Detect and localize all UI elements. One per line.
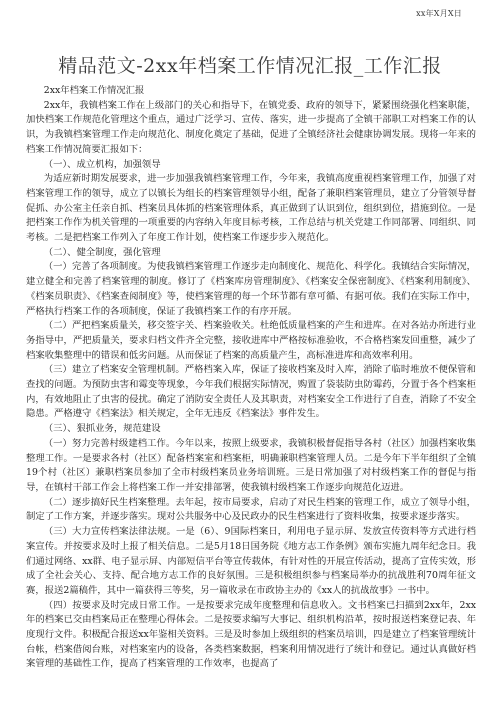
- paragraph: （一）完善了各项制度。为使我镇档案管理工作逐步走向制度化、规范化、科学化。我镇结合实际情况，建立健全和完善了档案管理的制度。修订了《档案库房管理制度》、《档案安全保密制度》、《档案利用制度》、《档案员职责》、《档案查阅制度》等，使档案管理的每一个环节都有章可循、有据可依。我们在实际工作中，严格执行档案工作的各项制度，保证了我镇档案工作的有序开展。: [26, 261, 476, 317]
- paragraph: （二）严把档案质量关，移交签字关、档案验收关。杜绝低质量档案的产生和进库。在对各站办所进行业务指导中，严把质量关，要求归档文件齐全完整，接收进库中严格按标准验收，不合格档案发回重整，减少了档案收集整理中的错误和低劣问题。从而保证了档案的高质量产生，高标准进库和高效率利用。: [26, 320, 476, 361]
- section-heading-2: （二）、健全制度，强化管理: [43, 246, 161, 258]
- paragraph: （四）按要求及时完成日常工作。一是按要求完成年度整理和信息收入。文书档案已扫描到2xx年，2xx年的档案已交由档案局正在整理心得体会。二是按要求编写大事记、组织机构沿革，按时报送档案登记表、年度现行文件。积极配合报送xx年鉴相关资料。三是及时参加上级组织的档案员培训，四是建立了档案管理统计台帐，档案借阅台账，对档案室内的设备，各类档案数据，档案利用情况进行了统计和登记。通过认真做好档案管理的基础性工作，提高了档案管理的工作效率，也提高了: [26, 599, 476, 670]
- paragraph: （二）逐步搞好民生档案整理。去年起，按市局要求，启动了对民生档案的管理工作，成立了领导小组，制定了工作方案，并逐步落实。现对公共服务中心及民政办的民生档案进行了资料收集，按要求逐步落实。: [26, 496, 476, 523]
- section-heading-3: （三）、狠抓业务，规范建设: [43, 423, 161, 435]
- paragraph-subtitle: 2xx年档案工作情况汇报: [43, 85, 145, 96]
- paragraph: （一）努力完善村级建档工作。今年以来，按照上级要求，我镇积极督促指导各村（社区）加强档案收集整理工作。一是要求各村（社区）配备档案室和档案柜，明确兼职档案管理人员。二是今年下半年组织了全镇19个村（社区）兼职档案员参加了全市村级档案员业务培训班。三是日常加强了对村级档案工作的督促与指导，在镇村干部工作会上将档案工作一并安排部署，使我镇村级档案工作逐步向规范化迈进。: [26, 437, 476, 493]
- section-heading-1: （一）、成立机构，加强领导: [43, 158, 161, 170]
- date-line: xx年X月X日: [416, 9, 462, 18]
- paragraph: （三）大力宣传档案法律法规。一是（6）、9国际档案日，利用电子显示屏、发放宣传资料等方式进行档案宣传。并按要求及时上报了相关信息。二是5月18日国务院《地方志工作条例》颁布实施九周年纪念日。我们通过网络、xx群、电子显示屏、内部短信平台等宣传载体，有针对性的开展宣传活动，提高了宣传实效，形成了全社会关心、支持、配合地方志工作的良好氛围。三是积极组织参与档案局举办的抗战胜利70周年征文赛，报送2篇稿件，其中一篇获得三等奖，另一篇收录在市政协主办的《xx人的抗战故事》一书中。: [26, 526, 476, 596]
- document-body: [26, 84, 476, 672]
- paragraph: （三）建立了档案安全管理机制。严格档案入库，保证了接收档案及时入库，消除了临时堆放不便保管和查找的问题。为预防虫害和霉变等现象，今年我们根据实际情况，购置了袋装防虫防霉药，分置于各个档案柜内，有效地阻止了虫害的侵扰。确定了消防安全责任人及其职责，对档案安全工作进行了自查，消除了不安全隐患。严格遵守《档案法》相关规定，全年无违反《档案法》事件发生。: [26, 364, 476, 420]
- paragraph: 为适应新时期发展要求，进一步加强我镇档案管理工作，今年来，我镇高度重视档案管理工作，加强了对档案管理工作的领导，成立了以镇长为组长的档案管理领导小组，配备了兼职档案管理员，建立了分管领导督促抓、办公室主任亲自抓、档案员具体抓的档案管理体系，真正做到了认识到位，组织到位，措施到位。一是把档案工作作为机关管理的一项重要的内容纳入年度目标考核，工作总结与机关党建工作同部署、同组织、同考核。二是把档案工作列入了年度工作计划，使档案工作逐步步入规范化。: [26, 173, 476, 244]
- paragraph-intro: 2xx年，我镇档案工作在上级部门的关心和指导下，在镇党委、政府的领导下，紧紧围绕强化档案职能，加快档案工作规范化管理这个重点，通过广泛学习、宣传、落实，进一步提高了全镇干部职工对档案工作的认识，为我镇档案管理工作走向规范化、制度化奠定了基础，促进了全镇经济社会健康协调发展。现将一年来的档案工作情况简要汇报如下：: [26, 99, 476, 155]
- page-title: 精品范文-2xx年档案工作情况汇报_工作汇报: [58, 54, 442, 77]
